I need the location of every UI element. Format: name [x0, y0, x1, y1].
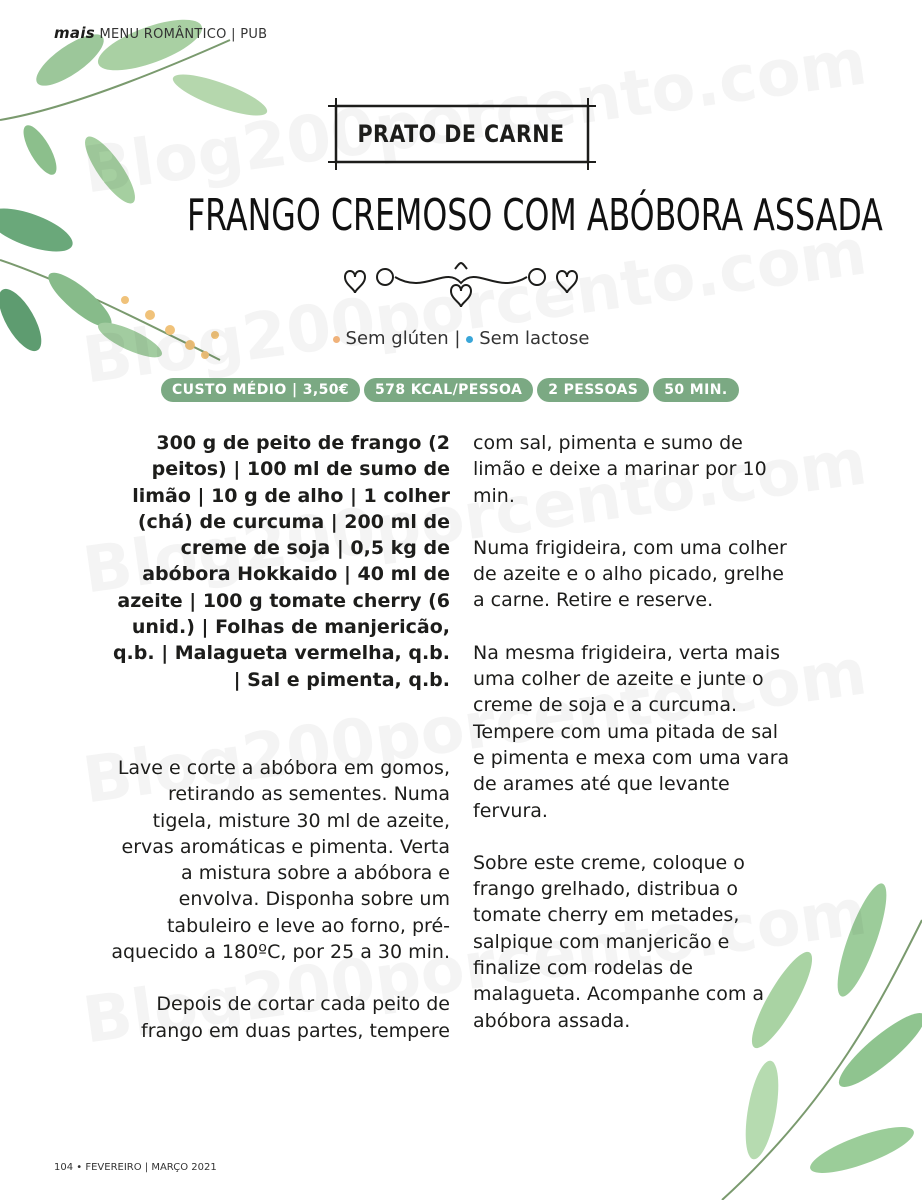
- left-column: [110, 430, 450, 1070]
- brand-logo: mais: [54, 24, 96, 42]
- pill-servings: 2 PESSOAS: [537, 378, 649, 402]
- section-label: MENU ROMÂNTICO | PUB: [99, 27, 268, 42]
- step-5: Sobre este creme, coloque o frango grelhado, distribua o tomate cherry em metades, salpique com manjericão e finalize com rodelas de malagueta. Acompanhe com a abóbora assada.: [473, 851, 765, 1032]
- pill-time: 50 MIN.: [653, 378, 738, 402]
- page-header: [54, 24, 267, 42]
- recipe-title: FRANGO CREMOSO COM ABÓBORA ASSADA: [186, 190, 883, 241]
- tag-gluten-free: Sem glúten: [345, 328, 449, 349]
- recipe-info-pills: [161, 378, 739, 402]
- right-column: [473, 430, 793, 1060]
- tag-separator: |: [454, 328, 461, 349]
- step-4: Na mesma frigideira, verta mais uma colher de azeite e junte o creme de soja e a curcuma. Tempere com uma pitada de sal e pimenta e mexa com uma vara de arames até que levante fervura.: [473, 641, 790, 822]
- pill-cost: CUSTO MÉDIO | 3,50€: [161, 378, 360, 402]
- tag-lactose-free: Sem lactose: [479, 328, 590, 349]
- lactose-free-dot-icon: [466, 336, 473, 343]
- ornament-divider: [335, 255, 587, 313]
- step-2-continued: com sal, pimenta e sumo de limão e deixe a marinar por 10 min.: [473, 432, 767, 507]
- ingredients-list: 300 g de peito de frango (2 peitos) | 100 ml de sumo de limão | 10 g de alho | 1 colher (chá) de curcuma | 200 ml de creme de soja | 0,5 kg de abóbora Hokkaido | 40 ml de azeite | 100 g tomate cherry (6 unid.) | Folhas de manjericão, q.b. | Malagueta vermelha, q.b. | Sal e pimenta, q.b.: [112, 432, 450, 691]
- category-label: PRATO DE CARNE: [357, 120, 565, 148]
- step-1: Lave e corte a abóbora em gomos, retirando as sementes. Numa tigela, misture 30 ml de azeite, ervas aromáticas e pimenta. Verta a mistura sobre a abóbora e envolva. Disponha sobre um tabuleiro e leve ao forno, pré-aquecido a 180ºC, por 25 a 30 min.: [111, 756, 450, 964]
- gluten-free-dot-icon: [333, 336, 340, 343]
- pill-calories: 578 KCAL/PESSOA: [364, 378, 533, 402]
- step-3: Numa frigideira, com uma colher de azeite e o alho picado, grelhe a carne. Retire e reserve.: [473, 536, 787, 612]
- step-2: Depois de cortar cada peito de frango em duas partes, tempere: [141, 993, 450, 1042]
- page-footer: 104 • FEVEREIRO | MARÇO 2021: [54, 1162, 217, 1173]
- diet-tags: [0, 328, 922, 349]
